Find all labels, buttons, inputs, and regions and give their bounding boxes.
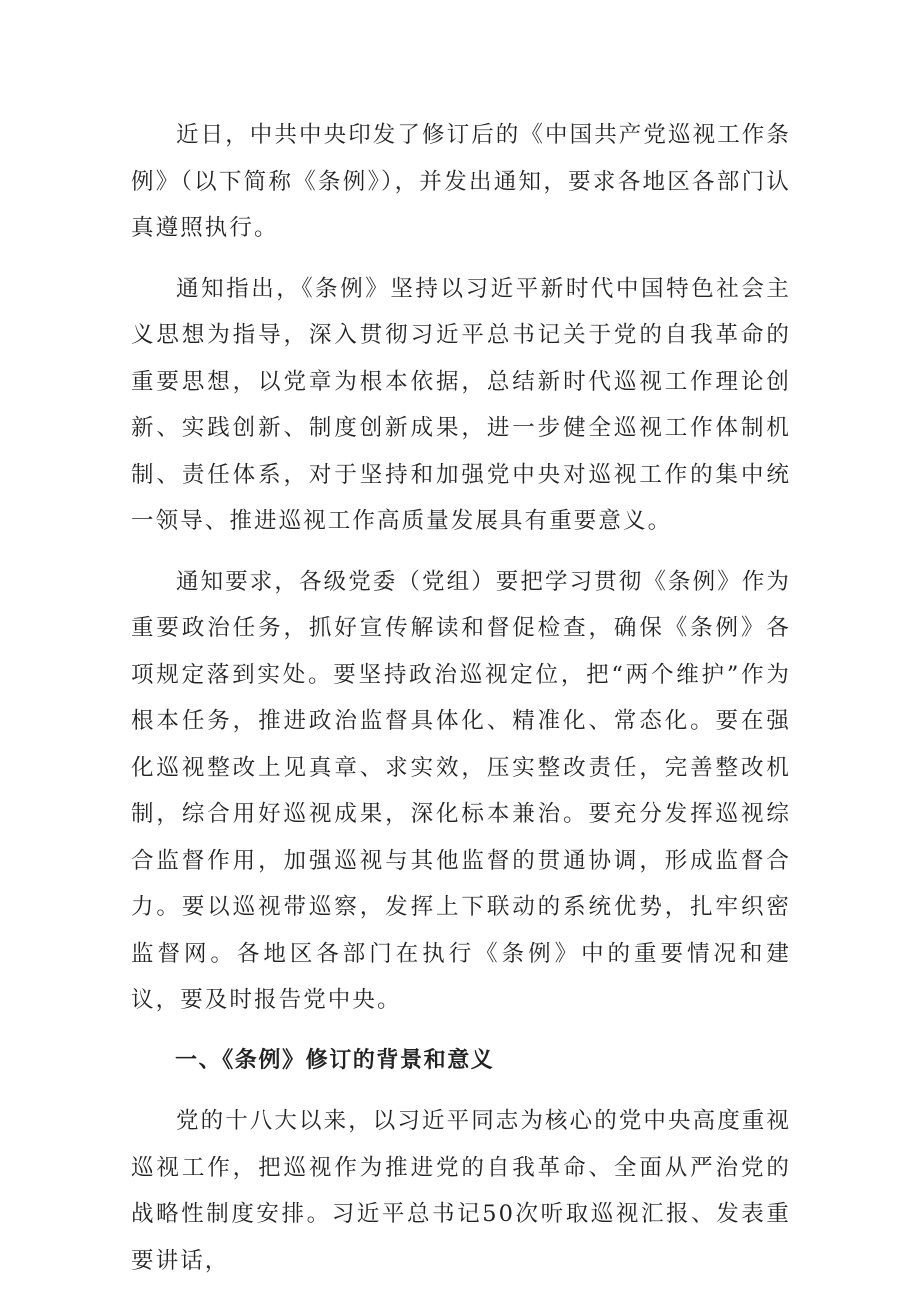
paragraph-notice-requirements: 通知要求，各级党委（党组）要把学习贯彻《条例》作为重要政治任务，抓好宣传解读和督促检查，确保《条例》各项规定落到实处。要坚持政治巡视定位，把“两个维护”作为根本任务，推进政治监督具体化、精准化、常态化。要在强化巡视整改上见真章、求实效，压实整改责任，完善整改机制，综合用好巡视成果，深化标本兼治。要充分发挥巡视综合监督作用，加强巡视与其他监督的贯通协调，形成监督合力。要以巡视带巡察，发挥上下联动的系统优势，扎牢织密监督网。各地区各部门在执行《条例》中的重要情况和建议，要及时报告党中央。 xyxy=(131,568,792,1013)
paragraph-background: 党的十八大以来，以习近平同志为核心的党中央高度重视巡视工作，把巡视作为推进党的自我革命、全面从严治党的战略性制度安排。习近平总书记50次听取巡视汇报、发表重要讲话， xyxy=(131,1108,792,1274)
document-page xyxy=(131,112,791,1284)
paragraph-notice-points: 通知指出，《条例》坚持以习近平新时代中国特色社会主义思想为指导，深入贯彻习近平总书记关于党的自我革命的重要思想，以党章为根本依据，总结新时代巡视工作理论创新、实践创新、制度创新成果，进一步健全巡视工作体制机制、责任体系，对于坚持和加强党中央对巡视工作的集中统一领导、推进巡视工作高质量发展具有重要意义。 xyxy=(131,275,791,534)
section-heading: 一、《条例》修订的背景和意义 xyxy=(175,1047,495,1073)
paragraph-intro: 近日，中共中央印发了修订后的《中国共产党巡视工作条例》（以下简称《条例》），并发出通知，要求各地区各部门认真遵照执行。 xyxy=(131,122,792,241)
